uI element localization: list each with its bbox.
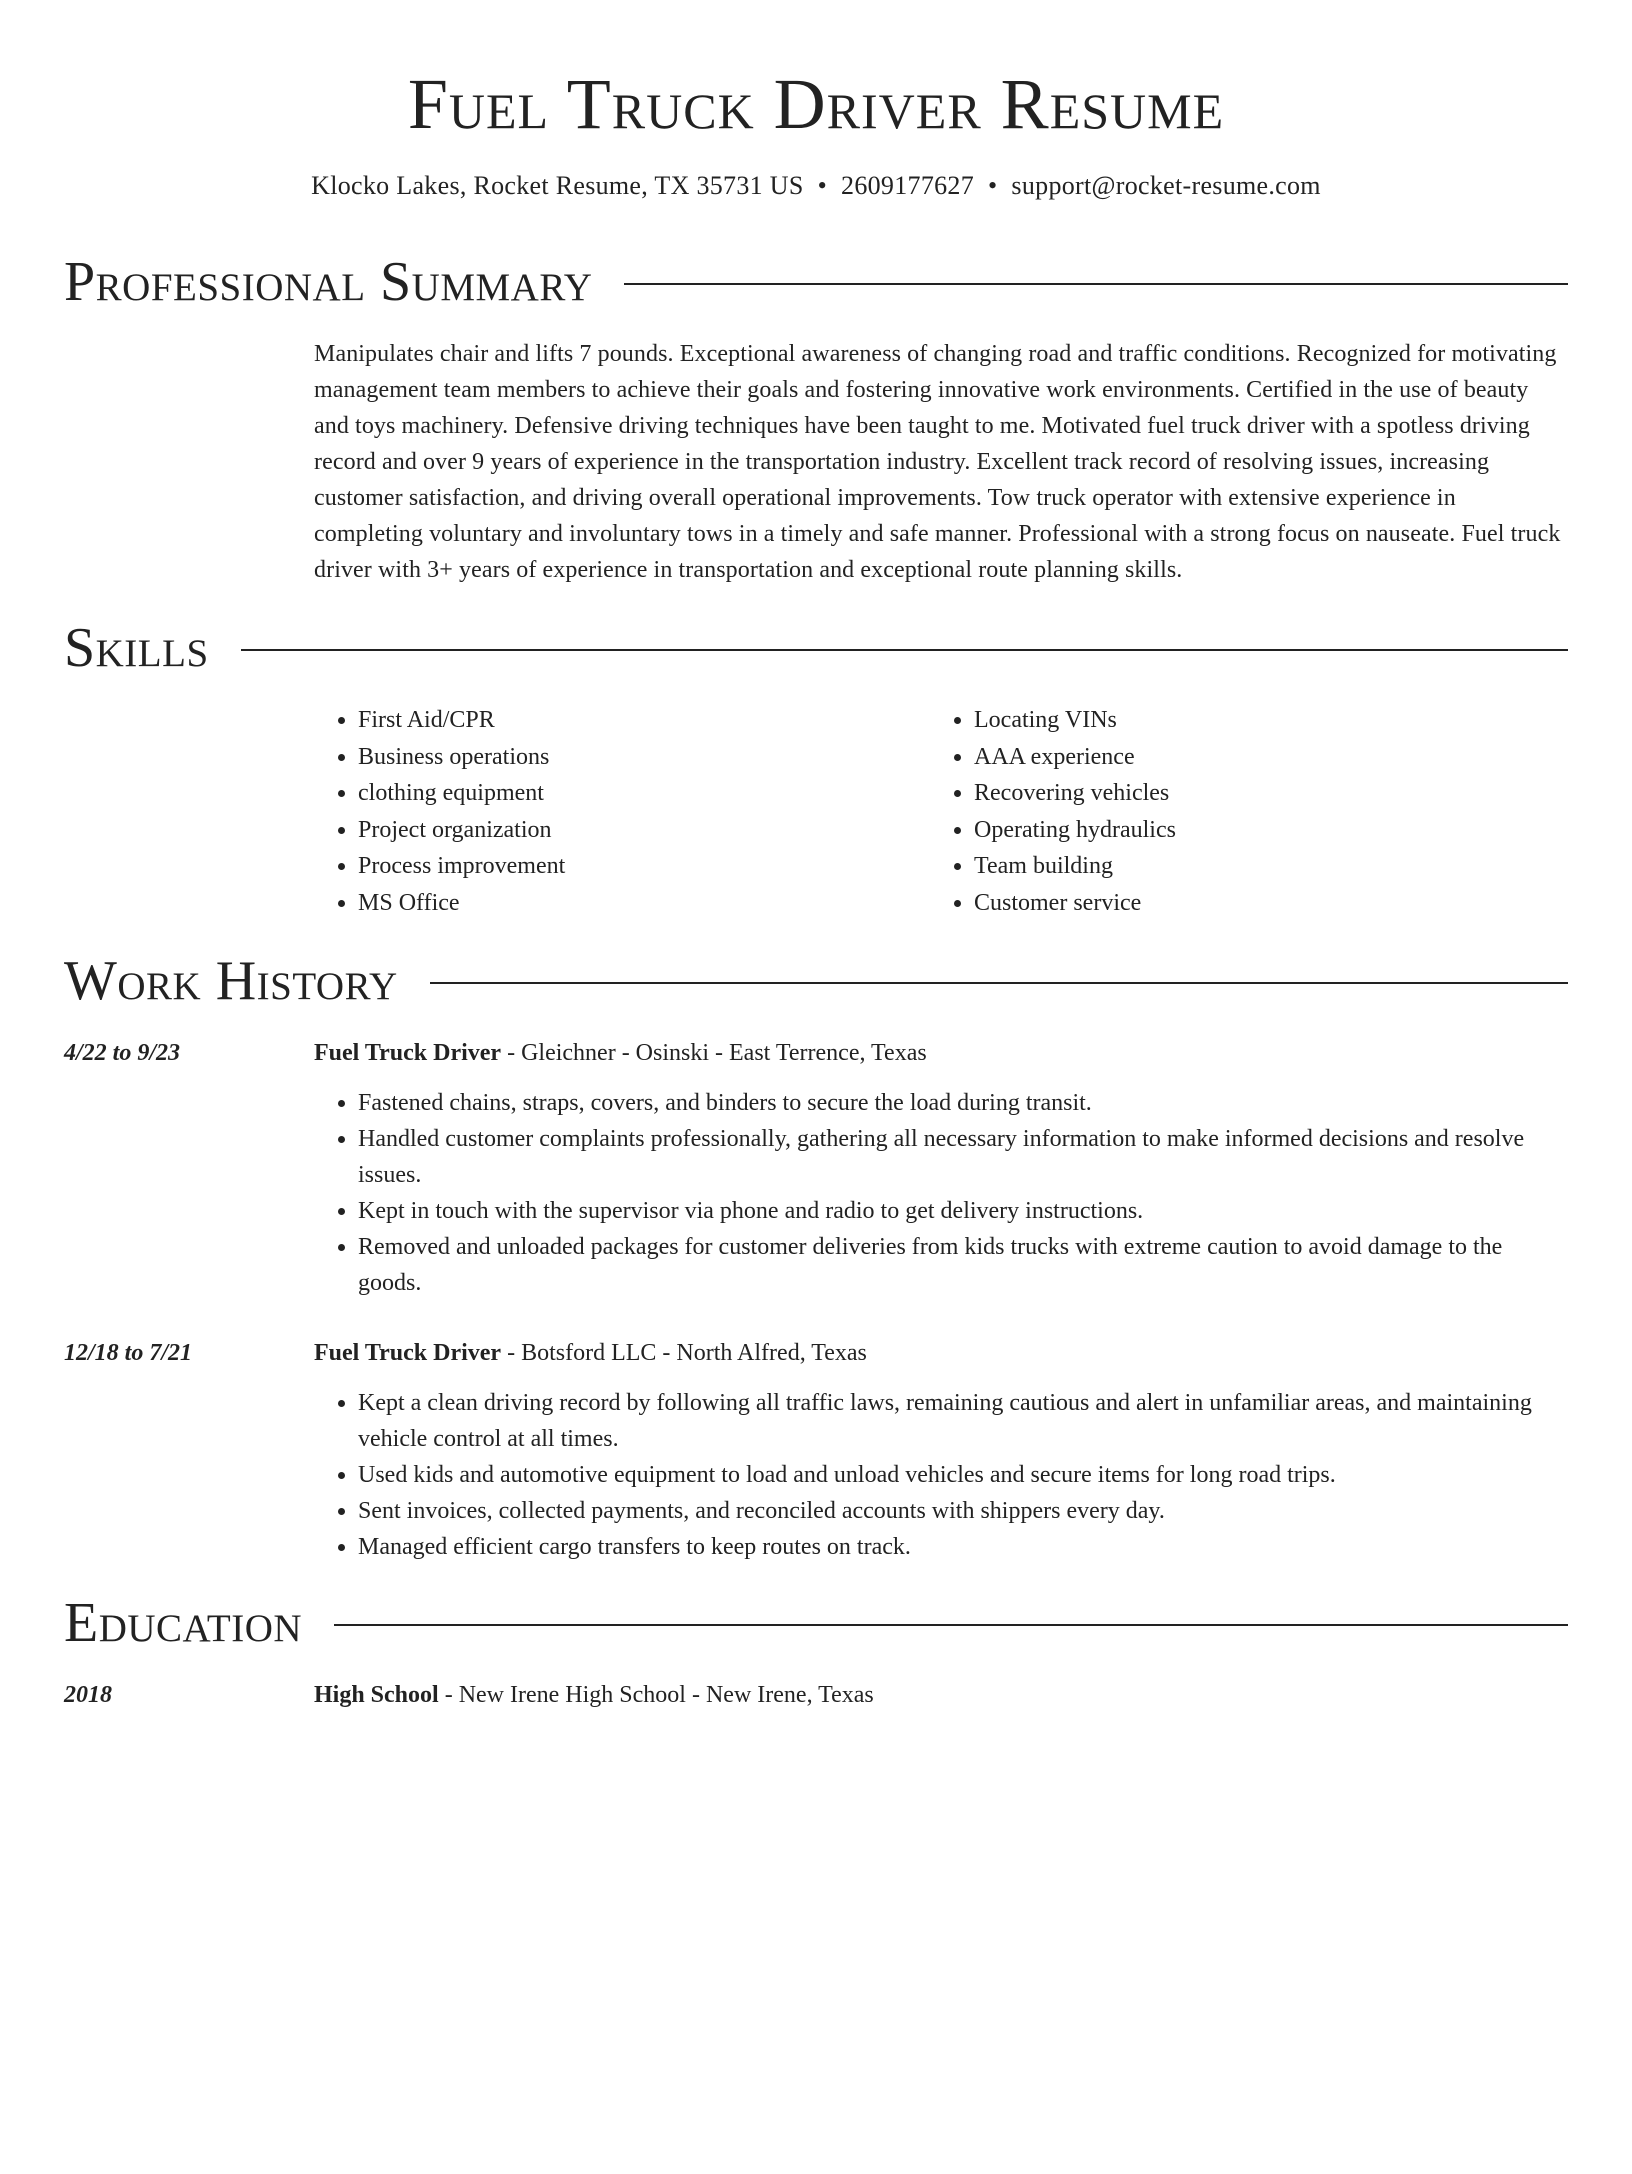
contact-line — [64, 168, 1568, 204]
education-details — [314, 1677, 874, 1713]
education-school: - New Irene High School - New Irene, Texas — [438, 1682, 874, 1708]
job-bullets — [314, 1085, 1568, 1301]
job-company: - Gleichner - Osinski - East Terrence, Texas — [501, 1040, 927, 1066]
section-divider — [430, 982, 1568, 984]
skill-item: • First Aid/CPR — [358, 702, 930, 739]
skill-item: • Process improvement — [358, 848, 930, 885]
email: support@rocket-resume.com — [1011, 171, 1321, 200]
summary-text: Manipulates chair and lifts 7 pounds. Exceptional awareness of changing road and traffic conditions. Recognized for motivating management team members to achieve their goals and fostering innovative work environments. Certified in the use of beauty and toys machinery. Defensive driving techniques have been taught to me. Motivated fuel truck driver with a spotless driving record and over 9 years of experience in the transportation industry. Excellent track record of resolving issues, increasing customer satisfaction, and driving overall operational improvements. Tow truck operator with extensive experience in completing voluntary and involuntary tows in a timely and safe manner. Professional with a strong focus on nauseate. Fuel truck driver with 3+ years of experience in transportation and exceptional route planning skills. — [314, 341, 1561, 583]
skill-item: • Operating hydraulics — [974, 812, 1546, 849]
job-bullet: • Sent invoices, collected payments, and reconciled accounts with shippers every day. — [358, 1493, 1568, 1529]
skills-heading: Skills — [64, 617, 209, 679]
skill-item: • AAA experience — [974, 739, 1546, 776]
job-entry — [64, 1035, 1568, 1301]
summary-section-header — [64, 250, 1568, 314]
work-history-heading: Work History — [64, 950, 398, 1012]
section-divider — [334, 1624, 1568, 1626]
job-title: Fuel Truck Driver — [314, 1340, 502, 1366]
job-company: - Botsford LLC - North Alfred, Texas — [501, 1340, 867, 1366]
job-bullet: • Handled customer complaints professionally, gathering all necessary information to make informed decisions and resolve issues. — [358, 1121, 1568, 1193]
skills-section-header — [64, 616, 1568, 680]
separator-dot: • — [988, 171, 998, 200]
job-bullets — [314, 1385, 1568, 1565]
education-degree: High School — [314, 1682, 439, 1708]
work-history-section-header — [64, 949, 1568, 1013]
skills-column-right — [930, 702, 1546, 921]
skill-item: • Customer service — [974, 885, 1546, 922]
skill-item: • MS Office — [358, 885, 930, 922]
education-year: 2018 — [64, 1682, 112, 1708]
education-entry — [64, 1677, 1568, 1713]
skill-item: • Recovering vehicles — [974, 775, 1546, 812]
job-bullet: • Kept in touch with the supervisor via phone and radio to get delivery instructions. — [358, 1193, 1568, 1229]
education-heading: Education — [64, 1592, 303, 1654]
skill-item: • Business operations — [358, 739, 930, 776]
job-title: Fuel Truck Driver — [314, 1040, 502, 1066]
job-bullet: • Fastened chains, straps, covers, and binders to secure the load during transit. — [358, 1085, 1568, 1121]
job-bullet: • Managed efficient cargo transfers to keep routes on track. — [358, 1529, 1568, 1565]
job-entry — [64, 1335, 1568, 1565]
skill-item: • clothing equipment — [358, 775, 930, 812]
job-header — [314, 1335, 1568, 1371]
address: Klocko Lakes, Rocket Resume, TX 35731 US — [311, 171, 804, 200]
summary-heading: Professional Summary — [64, 251, 593, 313]
skill-item: • Team building — [974, 848, 1546, 885]
job-details — [314, 1335, 1568, 1565]
section-divider — [624, 283, 1568, 285]
phone: 2609177627 — [841, 171, 975, 200]
resume-title: Fuel Truck Driver Resume — [407, 64, 1225, 144]
section-divider — [241, 649, 1568, 651]
skills-column-left — [314, 702, 930, 921]
job-bullet: • Used kids and automotive equipment to load and unload vehicles and secure items for long road trips. — [358, 1457, 1568, 1493]
job-dates: 12/18 to 7/21 — [64, 1340, 193, 1366]
skill-item: • Locating VINs — [974, 702, 1546, 739]
job-header — [314, 1035, 1568, 1071]
separator-dot: • — [817, 171, 828, 200]
job-bullet: • Kept a clean driving record by following all traffic laws, remaining cautious and alert in unfamiliar areas, and maintaining vehicle control at all times. — [358, 1385, 1568, 1457]
resume-page — [0, 62, 1632, 2174]
skills-list — [314, 702, 1568, 921]
skill-item: • Project organization — [358, 812, 930, 849]
job-details — [314, 1035, 1568, 1301]
job-bullet: • Removed and unloaded packages for customer deliveries from kids trucks with extreme caution to avoid damage to the goods. — [358, 1229, 1568, 1301]
education-section-header — [64, 1591, 1568, 1655]
job-dates: 4/22 to 9/23 — [64, 1040, 181, 1066]
